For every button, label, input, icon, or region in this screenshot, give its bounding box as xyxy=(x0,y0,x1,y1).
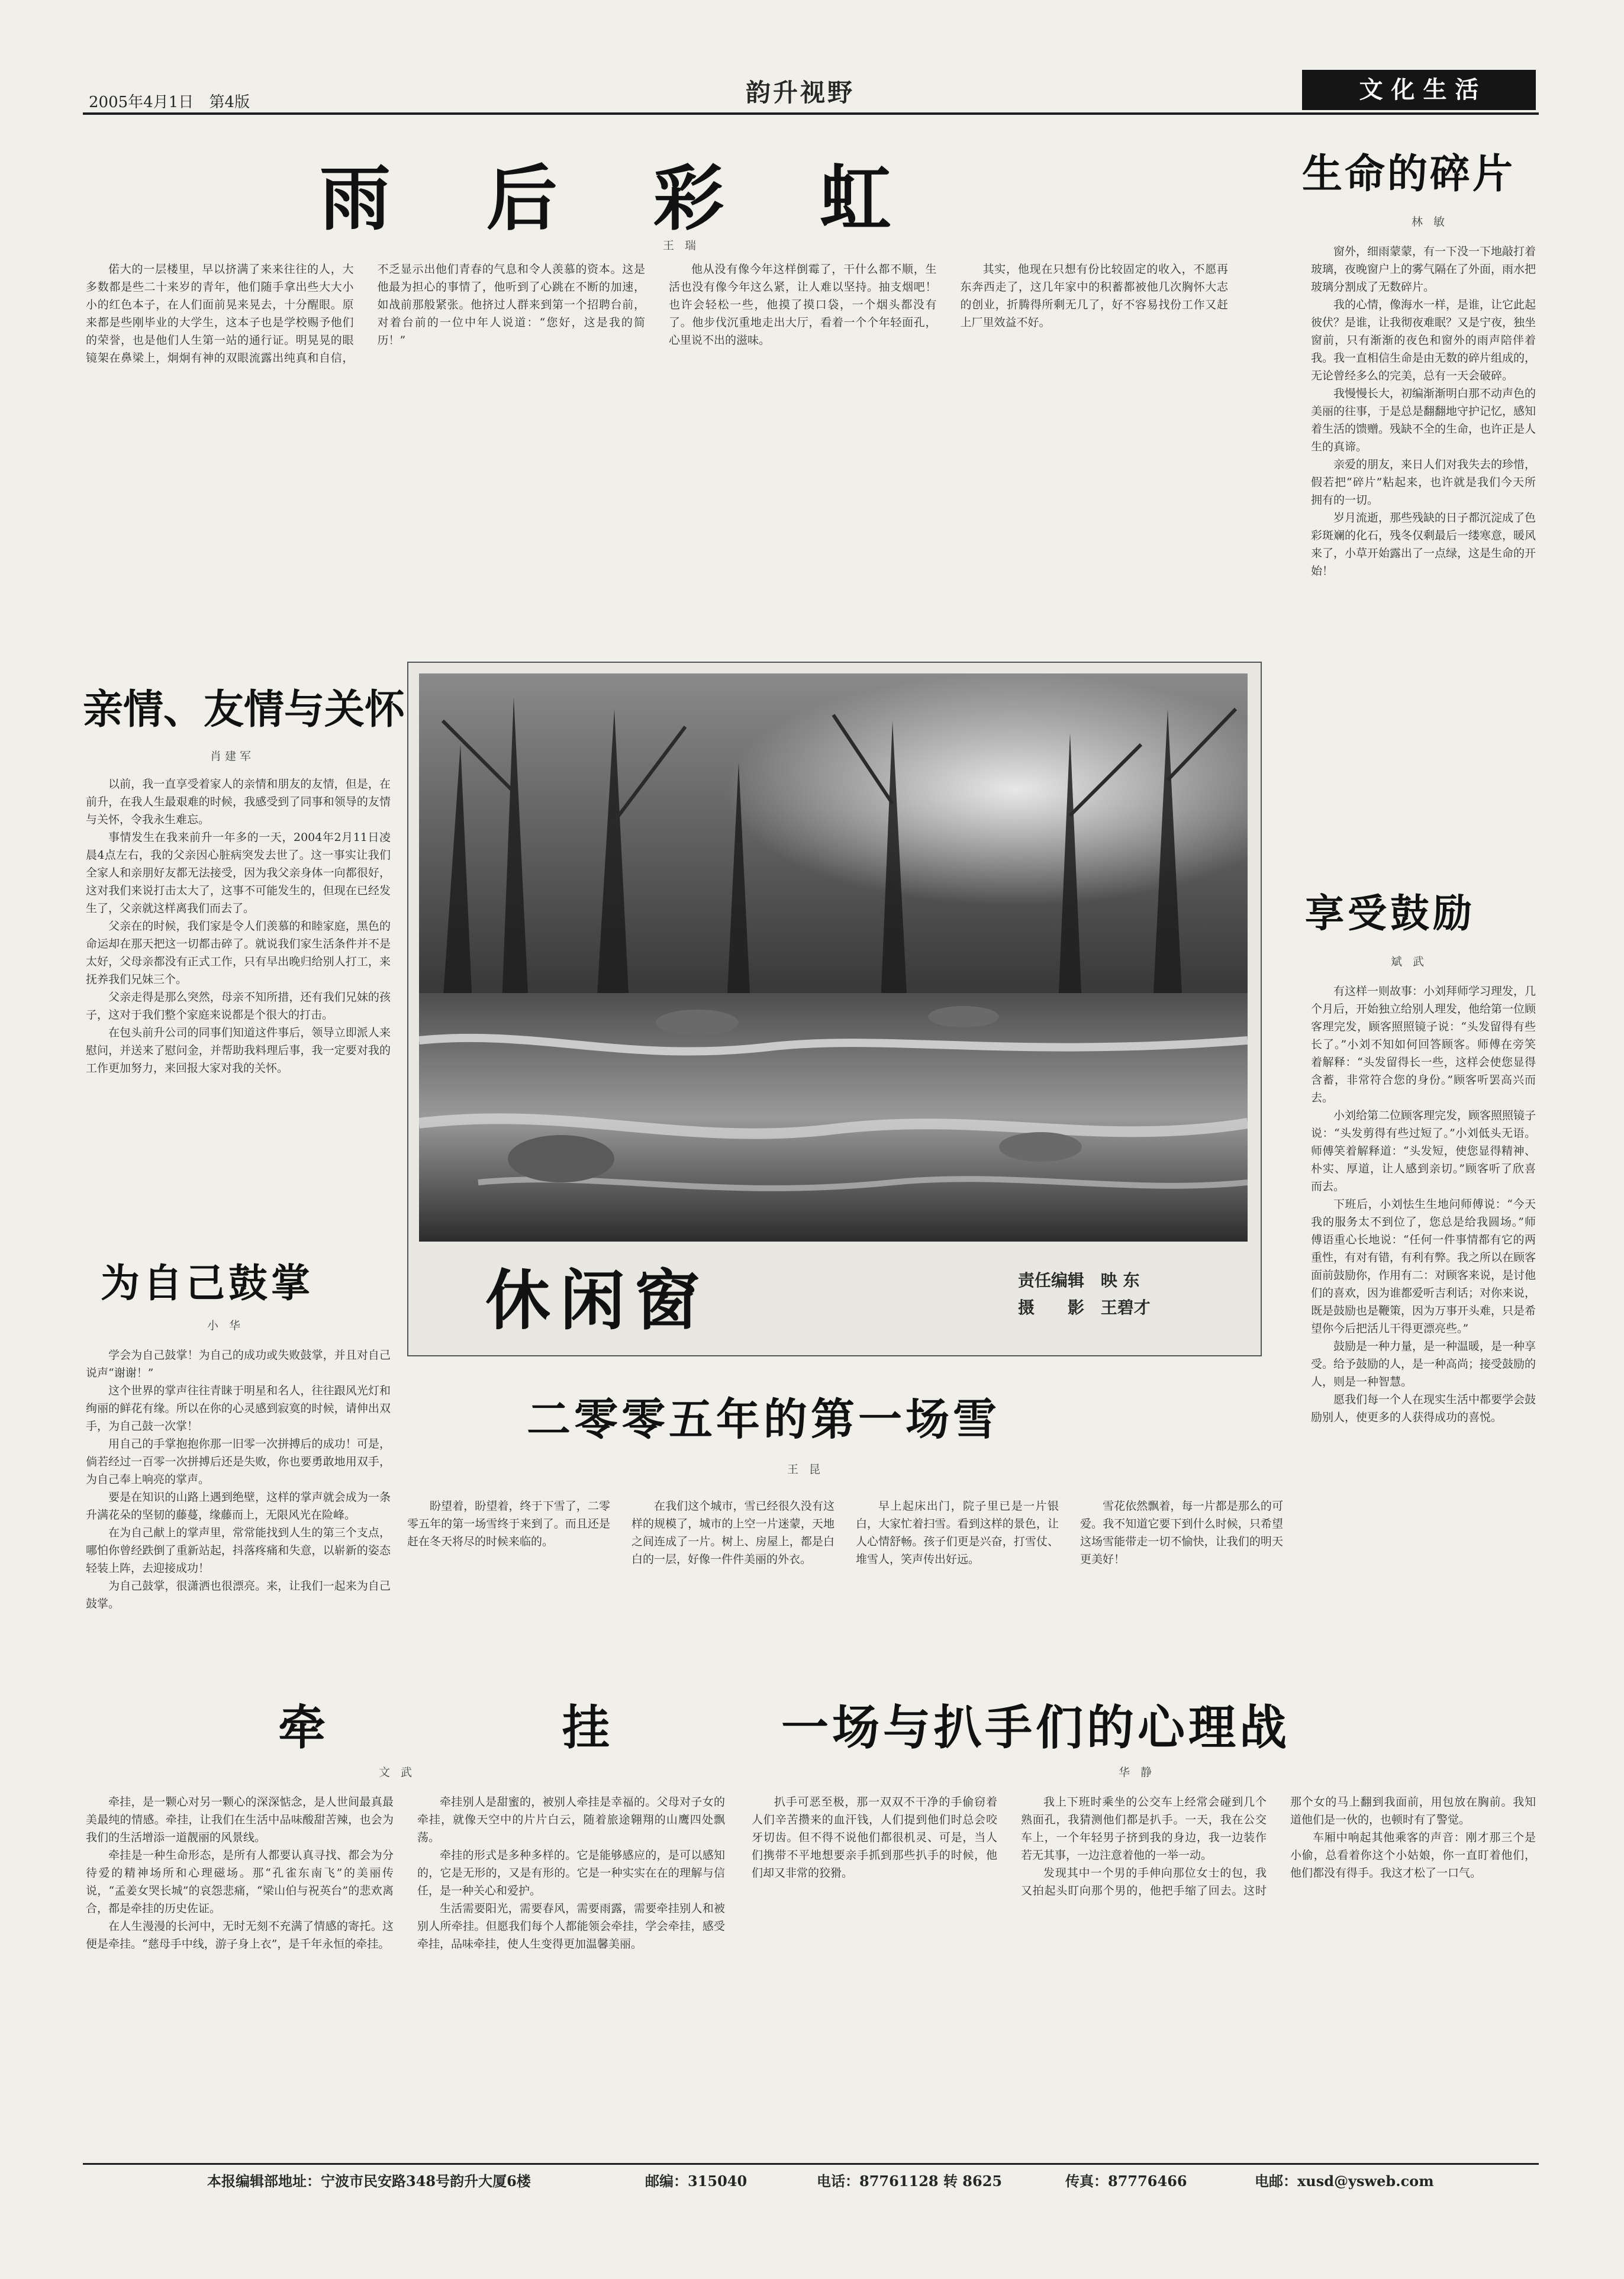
paragraph: 发现其中一个男的手伸向那位女士的包，我又拍起头盯向那个男的，他把手缩了回去。这时那个女的马上翻到我面前，用包放在胸前。我知道他们是一伙的，也顿时有了警觉。 xyxy=(1021,1796,1536,1897)
paragraph: 在人生漫漫的长河中，无时无刻不充满了情感的寄托。这便是牵挂。“慈母手中线，游子身上衣”，是千年永恒的牵挂。 xyxy=(86,1920,394,1951)
paragraph: 有这样一则故事：小刘拜师学习理发，几个月后，开始独立给别人理发，他给第一位顾客理完发，顾客照照镜子说：“头发留得有些长了。”小刘不知如何回答顾客。师傅在旁笑着解释：“头发留得长一些，这样会使您显得含蓄，非常符合您的身份。”顾客听罢高兴而去。 xyxy=(1311,985,1536,1104)
paragraph: 牵挂是一种生命形态，是所有人都要认真寻找、都会为分待爱的精神场所和心理磁场。那“孔雀东南飞”的美丽传说，“孟姜女哭长城”的哀怨悲痛，“梁山伯与祝英台”的悲欢离合，都是牵挂的历史佐证。 xyxy=(86,1849,394,1915)
footer-address: 本报编辑部地址：宁波市民安路348号韵升大厦6楼 xyxy=(207,2172,531,2190)
editor-name: 映 东 xyxy=(1100,1271,1140,1290)
paragraph: 牵挂的形式是多种多样的。它是能够感应的，是可以感知的，它是无形的，又是有形的。它是一种实实在在的理解与信任，是一种关心和爱护。 xyxy=(417,1849,725,1897)
paragraph: 父亲在的时候，我们家是令人们羡慕的和睦家庭，黑色的命运却在那天把这一切都击碎了。就说我们家生活条件并不是太好，父母亲都没有正式工作，只有早出晚归给别人打工，来抚养我们兄妹三个。 xyxy=(86,920,391,986)
paragraph: 在我们这个城市，雪已经很久没有这样的规模了，城市的上空一片迷蒙，天地之间连成了一片。树上、房屋上，都是白白的一层，好像一件件美丽的外衣。 xyxy=(631,1500,834,1566)
feature-photo-box xyxy=(407,662,1262,1356)
article-body-fragments xyxy=(1311,243,1536,843)
article-title-rainbow: 雨 后 彩 虹 xyxy=(320,158,927,240)
paragraph: 我的心情，像海水一样，是谁，让它此起彼伏？是谁，让我彻夜难眠？又是宁夜，独坐窗前，只有渐渐的夜色和窗外的雨声陪伴着我。我一直相信生命是由无数的碎片组成的，无论曾经多么的完美，总有一天会破碎。 xyxy=(1311,298,1536,382)
paragraph: 在为自己献上的掌声里，常常能找到人生的第三个支点，哪怕你曾经跌倒了重新站起，抖落疼痛和失意，以崭新的姿态轻装上阵，去迎接成功！ xyxy=(86,1526,391,1575)
article-title-family: 亲情、友情与关怀 xyxy=(83,686,405,733)
header-rule xyxy=(83,112,1539,115)
editor-credit xyxy=(1018,1268,1140,1291)
issue-date xyxy=(89,90,250,112)
author-family: 肖建军 xyxy=(210,750,255,763)
article-body-rainbow xyxy=(86,260,1228,648)
article-body-encourage xyxy=(1311,982,1536,1805)
author-applaud: 小 华 xyxy=(207,1319,244,1332)
author-rainbow: 王 瑞 xyxy=(663,239,700,252)
paragraph: 早上起床出门，院子里已是一片银白，大家忙着扫雪。看到这样的景色，让人心情舒畅。孩子们更是兴奋，打雪仗、堆雪人，笑声传出好远。 xyxy=(856,1500,1059,1566)
date-label: 2005年4月1日 xyxy=(89,94,194,111)
author-encourage: 斌 武 xyxy=(1391,955,1428,968)
paragraph: 我上下班时乘坐的公交车上经常会碰到几个熟面孔，我猜测他们都是扒手。一天，我在公交车上，一个年轻男子挤到我的身边，我一边装作若无其事，一边注意着他的一举一动。 xyxy=(1021,1796,1267,1862)
article-title-fragments: 生命的碎片 xyxy=(1302,151,1516,198)
paragraph: 盼望着，盼望着，终于下雪了，二零零五年的第一场雪终于来到了。而且还是赶在冬天将尽的时候来临的。 xyxy=(407,1500,610,1548)
photo-label: 摄 影 xyxy=(1018,1298,1085,1317)
paragraph: 亲爱的朋友，来日人们对我失去的珍惜，假若把“碎片”粘起来，也许就是我们今天所拥有的一切。 xyxy=(1311,458,1536,507)
footer-fax: 传真：87776466 xyxy=(1065,2172,1187,2190)
paragraph: 鼓励是一种力量，是一种温暖，是一种享受。给予鼓励的人，是一种高尚；接受鼓励的人，则是一种智慧。 xyxy=(1311,1340,1536,1388)
author-fragments: 林 敏 xyxy=(1412,215,1449,228)
paragraph: 偌大的一层楼里，早以挤满了来来往往的人，大多数都是些二十来岁的青年，他们随手拿出些大大小小的红色本子，在人们面前晃来晃去，十分醒眼。原来都是些刚毕业的大学生，这本子也是学校赐予他们的荣誉，也是他们人生第一站的通行证。明晃晃的眼镜架在鼻梁上，炯炯有神的双眼流露出纯真和自信，不乏显示出他们青春的气息和令人羡慕的资本。这是他最为担心的事情了，他听到了心跳在不断的加速，如战前那般紧张。他挤过人群来到第一个招聘台前，对着台前的一位中年人说道：“您好，这是我的简历！” xyxy=(86,263,645,365)
author-snow: 王 昆 xyxy=(787,1463,824,1476)
photographer-name: 王碧才 xyxy=(1100,1298,1151,1317)
paragraph: 小刘给第二位顾客理完发，顾客照照镜子说：“头发剪得有些过短了。”小刘低头无语。师傅笑着解释道：“头发短，使您显得精神、朴实、厚道，让人感到亲切。”顾客听了欣喜而去。 xyxy=(1311,1109,1536,1193)
paragraph: 事情发生在我来前升一年多的一天，2004年2月11日凌晨4点左右，我的父亲因心脏病突发去世了。这一事实让我们全家人和亲朋好友都无法接受，因为我父亲身体一向都很好，这对我们来说打击太大了，这事不可能发生的，但现在已经发生了，父亲就这样离我们而去了。 xyxy=(86,831,391,915)
footer-zip: 邮编：315040 xyxy=(645,2172,747,2190)
article-body-family xyxy=(86,775,391,1219)
paper-name: 韵升视野 xyxy=(746,78,855,107)
column-name: 休闲窗 xyxy=(485,1263,709,1339)
section-name: 文 化 生 活 xyxy=(1302,70,1536,110)
editor-label: 责任编辑 xyxy=(1018,1271,1085,1290)
paragraph: 他从没有像今年这样倒霉了，干什么都不顺，生活也没有像今年这么紧，让人难以坚持。抽支烟吧！也许会轻松一些，他摸了摸口袋，一个烟头都没有了。他步伐沉重地走出大厅，看着一个个年轻面孔，心里说不出的滋味。 xyxy=(669,263,937,347)
paragraph: 要是在知识的山路上遇到绝壁，这样的掌声就会成为一条升满花朵的坚韧的藤蔓，缘藤而上，无限风光在险峰。 xyxy=(86,1491,391,1522)
paragraph: 父亲走得是那么突然，母亲不知所措，还有我们兄妹的孩子，这对于我们整个家庭来说都是个很大的打击。 xyxy=(86,991,391,1021)
paragraph: 窗外，细雨蒙蒙，有一下没一下地敲打着玻璃，夜晚窗户上的雾气隔在了外面，雨水把玻璃分割成了无数碎片。 xyxy=(1311,245,1536,294)
paragraph: 在包头前升公司的同事们知道这件事后，领导立即派人来慰问，并送来了慰问金，并帮助我料理后事，我一定要对我的工作更加努力，来回报大家对我的关怀。 xyxy=(86,1026,391,1075)
paragraph: 用自己的手掌抱抱你那一旧零一次拼搏后的成功！可是，倘若经过一百零一次拼搏后还是失败，你也要勇敢地用双手，为自己奉上响亮的掌声。 xyxy=(86,1437,391,1486)
footer-rule xyxy=(83,2163,1539,2165)
paragraph: 生活需要阳光，需要春风，需要雨露，需要牵挂别人和被别人所牵挂。但愿我们每个人都能领会牵挂，学会牵挂，感受牵挂，品味牵挂，使人生变得更加温馨美丽。 xyxy=(417,1902,725,1951)
paragraph: 以前，我一直享受着家人的亲情和朋友的友情，但是，在前升，在我人生最艰难的时候，我感受到了同事和领导的友情与关怀，令我永生难忘。 xyxy=(86,778,391,826)
page-label: 第4版 xyxy=(209,94,250,111)
author-battle: 华 静 xyxy=(1119,1766,1156,1779)
paragraph: 愿我们每一个人在现实生活中都要学会鼓励别人，使更多的人获得成功的喜悦。 xyxy=(1311,1393,1536,1424)
paragraph: 其实，他现在只想有份比较固定的收入，不愿再东奔西走了，这几年家中的积蓄都被他几次胸怀大志的创业，折腾得所剩无几了，好不容易找份工作又赶上厂里效益不好。 xyxy=(960,263,1228,329)
article-title-applaud: 为自己鼓掌 xyxy=(101,1261,314,1306)
footer-email: 电邮：xusd@ysweb.com xyxy=(1255,2172,1434,2190)
paragraph: 学会为自己鼓掌！为自己的成功或失败鼓掌，并且对自己说声“谢谢！” xyxy=(86,1349,391,1379)
article-body-snow xyxy=(407,1497,1283,1805)
paragraph: 牵挂别人是甜蜜的，被别人牵挂是幸福的。父母对子女的牵挂，就像天空中的片片白云，随着旅途翱翔的山鹰四处飘荡。 xyxy=(417,1796,725,1844)
article-body-hang xyxy=(86,1793,725,2154)
article-body-battle xyxy=(752,1793,1536,2154)
paragraph: 我慢慢长大，初编渐渐明白那不动声色的美丽的往事，于是总是翻翻地守护记忆，感知着生活的馈赠。残缺不全的生命，也许正是人生的真谛。 xyxy=(1311,387,1536,453)
paragraph: 雪花依然飘着，每一片都是那么的可爱。我不知道它要下到什么时候，只希望这场雪能带走一切不愉快，让我们的明天更美好！ xyxy=(1080,1500,1283,1566)
footer-phone: 电话：87761128 转 8625 xyxy=(817,2172,1003,2190)
paragraph: 车厢中响起其他乘客的声音：刚才那三个是小偷，总看着你这个小姑娘，你一直盯着他们，他们都没有得手。我这才松了一口气。 xyxy=(1290,1831,1536,1880)
paragraph: 下班后，小刘怯生生地问师傅说：“今天我的服务太不到位了，您总是给我圆场。”师傅语重心长地说：“任何一件事情都有它的两重性，有对有错，有利有弊。我之所以在顾客面前鼓励你，作用有二：对顾客来说，是讨他们的喜欢，因为谁都爱听吉利话；对你来说，既是鼓励也是鞭策，因为万事开头难，只是希望你今后把活儿干得更漂亮些。” xyxy=(1311,1198,1536,1335)
paragraph: 为自己鼓掌，很潇洒也很漂亮。来，让我们一起来为自己鼓掌。 xyxy=(86,1579,391,1610)
paragraph: 岁月流逝，那些残缺的日子都沉淀成了色彩斑斓的化石，残冬仅剩最后一缕寒意，暖风来了，小草开始露出了一点绿，这是生命的开始！ xyxy=(1311,511,1536,578)
paragraph: 扒手可恶至极，那一双双不干净的手偷窃着人们辛苦攒来的血汗钱，人们提到他们时总会咬牙切齿。但不得不说他们都很机灵、可是，当人们携带不平地想要亲手抓到那些扒手的时候，他们却又非常的狡猾。 xyxy=(752,1796,997,1880)
article-title-snow: 二零零五年的第一场雪 xyxy=(527,1394,1000,1445)
river-forest-photo xyxy=(419,673,1248,1242)
paragraph: 牵挂，是一颗心对另一颗心的深深惦念，是人世间最真最美最纯的情感。牵挂，让我们在生活中品味酸甜苦辣，也会为我们的生活增添一道靓丽的风景线。 xyxy=(86,1796,394,1844)
author-hang: 文 武 xyxy=(379,1766,416,1779)
photo-credit xyxy=(1018,1295,1151,1319)
article-title-hang: 牵 挂 xyxy=(278,1700,657,1755)
article-title-battle: 一场与扒手们的心理战 xyxy=(781,1700,1290,1755)
article-title-encourage: 享受鼓励 xyxy=(1305,891,1475,936)
paragraph: 这个世界的掌声往往青睐于明星和名人，往往跟风光灯和绚丽的鲜花有缘。所以在你的心灵感到寂寞的时候，请伸出双手，为自己鼓一次掌！ xyxy=(86,1384,391,1433)
